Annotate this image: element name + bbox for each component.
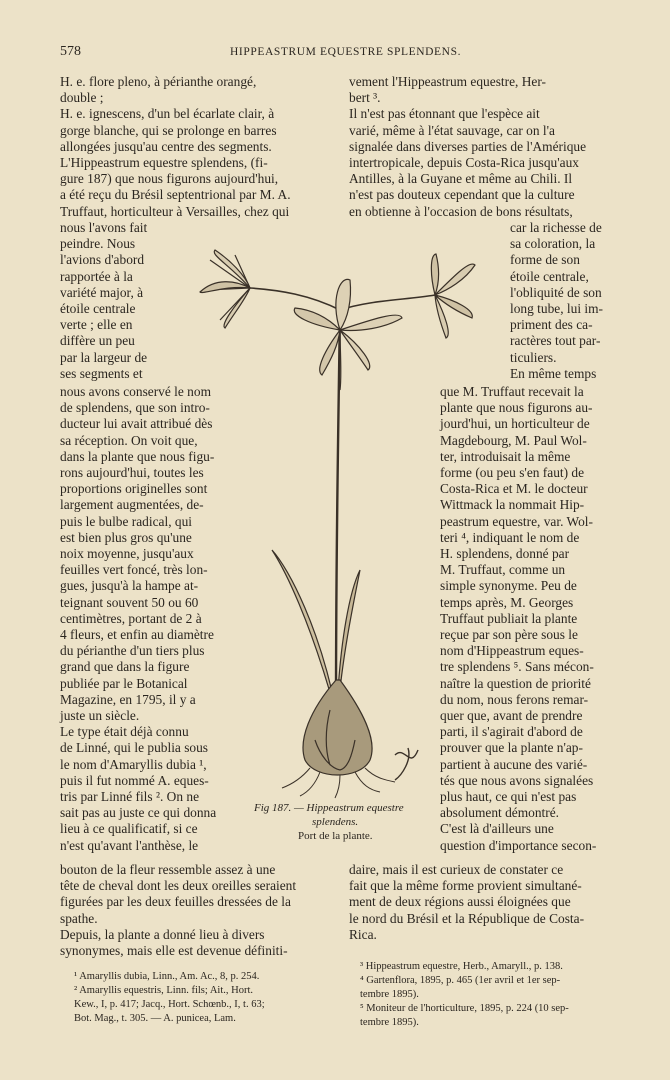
left-mid-line: n'est qu'avant l'anthèse, le [60, 837, 199, 853]
right-mid-line: du nom, nous ferons remar- [440, 691, 589, 707]
figure-caption-line2: splendens. [312, 816, 359, 828]
right-mid-line: tés que nous avons signalées [440, 772, 594, 788]
right-mid-line: Costa-Rica et M. le docteur [440, 481, 588, 497]
left-top-line: gure 187) que nous figurons aujourd'hui, [60, 171, 279, 187]
right-bottom-line: le nord du Brésil et la République de Costa- [349, 910, 585, 926]
right-mid-line: question d'importance secon- [440, 837, 597, 853]
flower-scape [336, 310, 340, 710]
left-mid-line: de Linné, qui le publia sous [60, 740, 209, 756]
right-mid-line: peastrum equestre, var. Wol- [440, 513, 593, 529]
left-top-line: gorge blanche, qui se prolonge en barres [60, 122, 277, 138]
footnotes-right-line: ³ Hippeastrum equestre, Herb., Amaryll., p. 138. [360, 961, 563, 972]
left-mid-line: largement augmentées, de- [60, 497, 204, 513]
right-top-line: intertropicale, depuis Costa-Rica jusqu'aux [349, 155, 579, 170]
left-bottom-line: spathe. [60, 910, 98, 926]
left-top-line: H. e. flore pleno, à périanthe orangé, [60, 74, 257, 89]
left-mid-line: Le type était déjà connu [60, 724, 189, 740]
left-mid-line: proportions originelles sont [60, 481, 208, 497]
right-mid-line: tre splendens ⁵. Sans mécon- [440, 659, 594, 675]
leaf-left [272, 550, 336, 710]
right-mid-line: H. splendens, donné par [440, 546, 570, 561]
left-narrow-line: nous l'avons fait [60, 220, 148, 235]
right-top-line: bert ³. [349, 90, 381, 106]
running-title: HIPPEASTRUM EQUESTRE SPLENDENS. [230, 46, 462, 58]
right-mid-line: quer que, avant de prendre [440, 708, 583, 723]
left-narrow-line: étoile centrale [60, 301, 136, 316]
right-top-line: n'est pas douteux cependant que la culture [349, 187, 575, 203]
right-bottom-line: fait que la même forme provient simultané- [349, 878, 582, 894]
right-mid-line: Wittmack la nommait Hip- [440, 497, 585, 513]
right-mid-line: ter, introduisait la même [440, 448, 571, 464]
right-top-line: signalée dans diverses parties de l'Amérique [349, 138, 587, 154]
right-mid-line: C'est là d'ailleurs une [440, 821, 554, 837]
left-mid-line: teignant souvent 50 ou 60 [60, 594, 199, 610]
left-mid-line: lieu à ce qualificatif, si ce [60, 821, 198, 837]
right-mid-line: plus haut, ce qui n'est pas [440, 789, 577, 804]
left-bottom-line: bouton de la fleur ressemble assez à une [60, 862, 276, 877]
footnotes-left-line: Bot. Mag., t. 305. — A. punicea, Lam. [74, 1013, 236, 1024]
left-mid-line: est bien plus gros qu'une [60, 529, 192, 545]
right-mid-line: naître la question de priorité [440, 675, 591, 691]
right-narrow-line: car la richesse de [510, 220, 602, 235]
right-narrow-line: sa coloration, la [510, 236, 596, 252]
left-mid-line: du périanthe d'un tiers plus [60, 643, 205, 659]
left-mid-line: 4 fleurs, et enfin au diamètre [60, 627, 214, 642]
left-top-line: H. e. ignescens, d'un bel écarlate clair, à [60, 106, 275, 122]
left-bottom-line: figurées par les deux feuilles dressées de la [60, 894, 291, 910]
right-mid-line: teri ⁴, indiquant le nom de [440, 529, 580, 545]
right-narrow-line: long tube, lui im- [510, 301, 603, 316]
left-top-line: a été reçu du Brésil septentrional par M. A. [60, 187, 291, 203]
footnotes-right-line: tembre 1895). [360, 1017, 419, 1028]
right-top-line: vement l'Hippeastrum equestre, Her- [349, 74, 546, 89]
right-mid-line: parti, il s'agirait d'abord de [440, 724, 583, 740]
footnotes-right-line: tembre 1895). [360, 989, 419, 1000]
right-top-line: Antilles, à la Guyane et même au Chili. Il [349, 171, 573, 187]
right-top-line: en obtienne à l'occasion de bons résultats, [349, 203, 573, 219]
left-mid-line: feuilles vert foncé, très lon- [60, 562, 208, 578]
right-narrow-line: priment des ca- [510, 317, 593, 333]
left-top-line: Truffaut, horticulteur à Versailles, chez qui [60, 203, 290, 219]
left-narrow-line: rapportée à la [60, 268, 133, 284]
plant-illustration [190, 240, 480, 800]
right-mid-line: nom d'Hippeastrum eques- [440, 643, 584, 659]
right-narrow-line: En même temps [510, 365, 597, 381]
left-mid-line: sa réception. On voit que, [60, 432, 198, 448]
right-mid-line: Truffaut publiait la plante [440, 610, 578, 626]
right-narrow-line: étoile centrale, [510, 268, 589, 284]
right-mid-line: forme (ou peu s'en faut) de [440, 465, 585, 480]
left-top-line: allongées jusqu'au centre des segments. [60, 138, 272, 154]
left-top-line: L'Hippeastrum equestre splendens, (fi- [60, 155, 268, 170]
left-mid-line: le nom d'Amaryllis dubia ¹, [60, 756, 207, 772]
left-narrow-line: verte ; elle en [60, 317, 133, 333]
figure-caption-line1: Fig 187. — Hippeastrum equestre [254, 802, 404, 814]
right-mid-line: M. Truffaut, comme un [440, 562, 566, 578]
right-bottom-line: daire, mais il est curieux de constater ce [349, 862, 564, 877]
right-flower-petals [435, 264, 475, 295]
left-mid-line: sait pas au juste ce qui donna [60, 805, 217, 821]
right-mid-line: temps après, M. Georges [440, 594, 574, 610]
right-mid-line: que M. Truffaut recevait la [440, 384, 584, 399]
central-flower [336, 279, 351, 330]
page-number: 578 [60, 44, 81, 59]
right-mid-line: reçue par son père sous le [440, 627, 578, 642]
left-mid-line: rons aujourd'hui, toutes les [60, 465, 204, 480]
figure-caption-line3: Port de la plante. [298, 830, 373, 842]
left-narrow-line: ses segments et [60, 365, 143, 381]
bulb [303, 680, 372, 775]
left-bottom-line: Depuis, la plante a donné lieu à divers [60, 926, 265, 942]
left-narrow-line: diffère un peu [60, 333, 135, 349]
left-mid-line: noix moyenne, jusqu'aux [60, 546, 194, 561]
left-mid-line: dans la plante que nous figu- [60, 448, 215, 464]
left-mid-line: juste un siècle. [60, 708, 140, 723]
footnotes-right-line: ⁵ Moniteur de l'horticulture, 1895, p. 224 (10 sep- [360, 1003, 569, 1014]
left-top-line: double ; [60, 90, 104, 106]
footnotes-left-line: Kew., I, p. 417; Jacq., Hort. Schœnb., I, t. 63; [74, 999, 265, 1010]
right-bottom-line: ment de deux régions aussi éloignées que [349, 894, 571, 910]
left-mid-line: gues, jusqu'à la hampe at- [60, 578, 199, 594]
right-mid-line: absolument démontré. [440, 805, 559, 821]
left-mid-line: centimètres, portant de 2 à [60, 610, 202, 626]
left-bottom-line: synonymes, mais elle est devenue définiti- [60, 943, 288, 958]
footnotes-left-line: ¹ Amaryllis dubia, Linn., Am. Ac., 8, p. 254. [74, 971, 260, 982]
right-mid-line: prouver que la plante n'ap- [440, 740, 583, 756]
left-mid-line: de splendens, que son intro- [60, 400, 210, 416]
left-mid-line: tris par Linné fils ². On ne [60, 789, 200, 804]
left-mid-line: Magazine, en 1795, il y a [60, 691, 196, 707]
running-header [0, 44, 670, 64]
left-bottom-line: tête de cheval dont les deux oreilles seraient [60, 878, 297, 894]
footnotes-right-line: ⁴ Gartenflora, 1895, p. 465 (1er avril et 1er sep- [360, 975, 561, 986]
left-narrow-line: peindre. Nous [60, 236, 136, 252]
left-narrow-line: variété major, à [60, 284, 144, 300]
right-narrow-line: ticuliers. [510, 349, 557, 365]
left-mid-line: ducteur lui avait attribué dès [60, 416, 213, 432]
left-narrow-line: par la largeur de [60, 349, 148, 365]
left-mid-line: puis le bulbe radical, qui [60, 513, 193, 529]
left-mid-line: nous avons conservé le nom [60, 384, 211, 399]
artist-monogram [395, 748, 418, 780]
right-narrow-line: l'obliquité de son [510, 284, 602, 300]
left-mid-line: publiée par le Botanical [60, 675, 188, 691]
left-narrow-line: l'avions d'abord [60, 252, 145, 268]
right-narrow-line: forme de son [510, 252, 580, 268]
left-mid-line: grand que dans la figure [60, 659, 190, 675]
right-bottom-line: Rica. [349, 926, 377, 942]
right-narrow-line: ractères tout par- [510, 333, 601, 349]
right-top-line: varié, même à l'état sauvage, car on l'a [349, 122, 555, 138]
right-mid-line: plante que nous figurons au- [440, 400, 593, 416]
right-mid-line: jourd'hui, un horticulteur de [440, 416, 590, 432]
right-mid-line: partient à aucune des varié- [440, 756, 588, 772]
right-mid-line: Magdebourg, M. Paul Wol- [440, 432, 587, 448]
right-top-line: Il n'est pas étonnant que l'espèce ait [349, 106, 540, 122]
left-mid-line: puis il fut nommé A. eques- [60, 772, 209, 788]
right-mid-line: simple synonyme. Peu de [440, 578, 577, 594]
footnotes-left-line: ² Amaryllis equestris, Linn. fils; Ait., Hort. [74, 985, 254, 996]
